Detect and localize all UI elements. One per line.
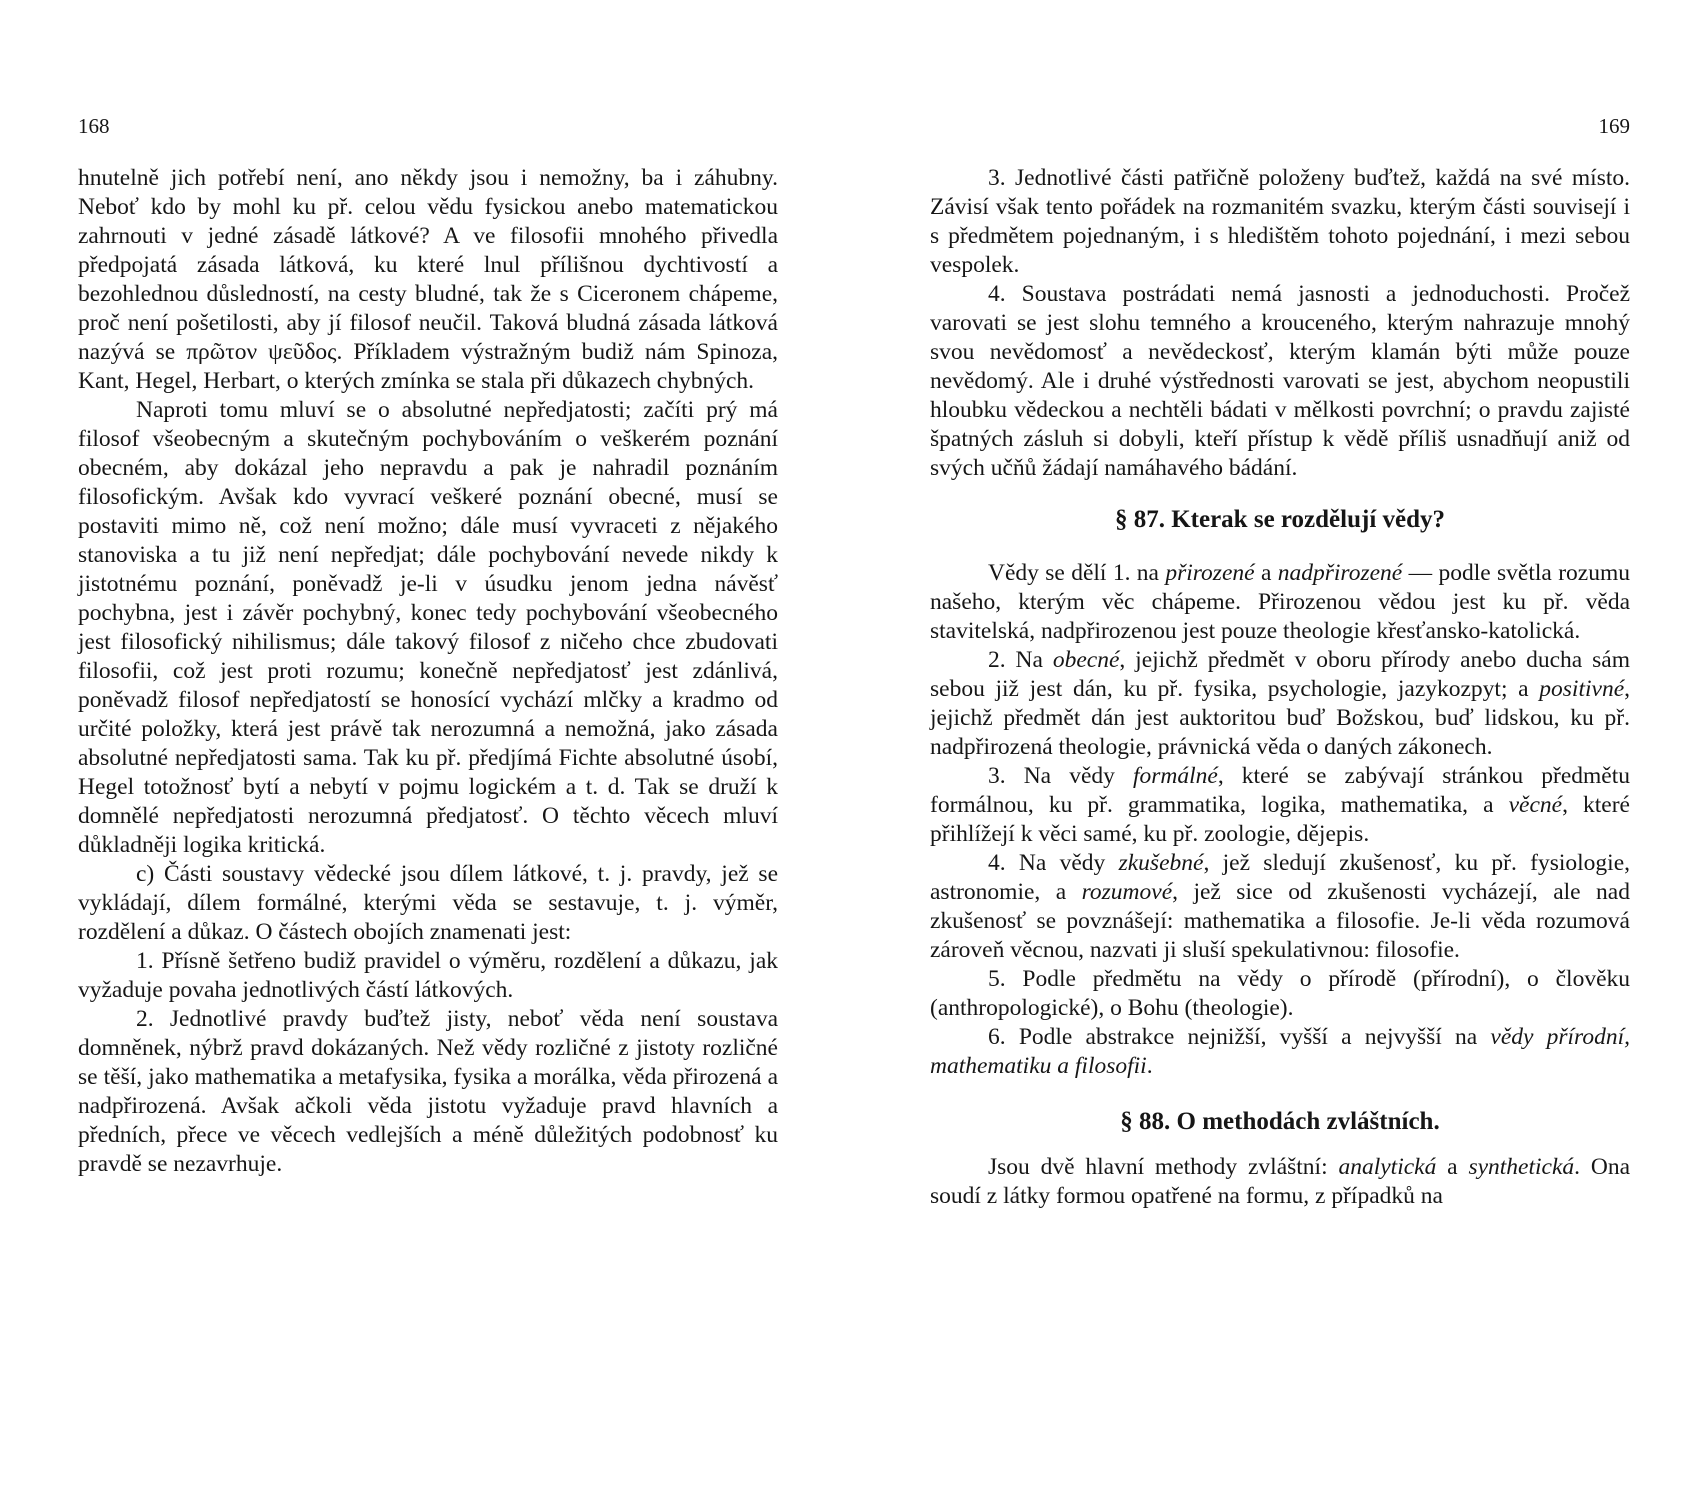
paragraph: 2. Jednotlivé pravdy buďtež jisty, neboť věda není soustava domněnek, nýbrž pravd dokázaných. Než vědy rozličné z jistoty rozličné se těší, jako mathematika a metafysika, fysika a morálka, věda přirozená a nadpřirozená. Avšak ačkoli věda jistotu vyžaduje pravd hlavních a předních, přece ve věcech vedlejších a méně důležitých podobnosť ku pravdě se nezavrhuje. <box>78 1006 778 1177</box>
paragraph: 6. Podle abstrakce nejnižší, vyšší a nejvyšší na vědy přírodní, mathematiku a filosofii. <box>930 1024 1630 1079</box>
paragraph: 3. Jednotlivé části patřičně položeny buďtež, každá na své místo. Závisí však tento pořádek na rozmanitém svazku, kterým části souvisejí i s předmětem pojednaným, i s hledištěm tohoto pojednání, i mezi sebou vespolek. <box>930 165 1630 278</box>
paragraph: hnutelně jich potřebí není, ano někdy jsou i nemožny, ba i záhubny. Neboť kdo by mohl ku př. celou vědu fysickou anebo matematickou zahrnouti v jedné zásadě látkové? A ve filosofii mnohého přivedla předpojatá zásada látková, ku které lnul přílišnou dychtivostí a bezohlednou důsledností, na cesty bludné, tak že s Ciceronem chápeme, proč není pošetilosti, aby jí filosof neučil. Taková bludná zásada látková nazývá se πρῶτον ψεῦδος. Příkladem výstražným budiž nám Spinoza, Kant, Hegel, Herbart, o kterých zmínka se stala při důkazech chybných. <box>78 165 778 394</box>
section-87-heading: § 87. Kterak se rozdělují vědy? <box>1114 506 1446 533</box>
right-page <box>930 0 1630 1500</box>
page-number-left: 168 <box>78 114 110 138</box>
paragraph: 4. Na vědy zkušebné, jež sledují zkušenosť, ku př. fysiologie, astronomie, a rozumové, jež sice od zkušenosti vycházejí, ale nad zkušenosť se povznášejí: mathematika a filosofie. Je-li věda rozumová zároveň věcnou, nazvati ji sluší spekulativnou: filosofie. <box>930 850 1630 963</box>
paragraph: Naproti tomu mluví se o absolutné nepředjatosti; začíti prý má filosof všeobecným a skutečným pochybováním o veškerém poznání obecném, aby dokázal jeho nepravdu a pak je nahradil poznáním filosofickým. Avšak kdo vyvrací veškeré poznání obecné, musí se postaviti mimo ně, což není možno; dále musí vyvraceti z nějakého stanoviska a tu již není nepředjat; dále pochybování nevede nikdy k jistotnému poznání, poněvadž je-li v úsudku jenom jedna návěsť pochybna, jest i závěr pochybný, konec tedy pochybování všeobecného jest filosofický nihilismus; dále takový filosof z ničeho chce zbudovati filosofii, což jest proti rozumu; konečně nepředjatosť jest zdánlivá, poněvadž filosof nepředjatostí se honosící vychází mlčky a kradmo od určité položky, která jest právě tak nerozumná a nemožná, jako zásada absolutné nepředjatosti sama. Tak ku př. předjímá Fichte absolutné úsobí, Hegel totožnosť bytí a nebytí v pojmu logickém a t. d. Tak se druží k domnělé nepředjatosti nerozumná předjatosť. O těchto věcech mluví důkladněji logika kritická. <box>78 397 778 858</box>
left-page <box>78 0 778 1500</box>
paragraph: c) Části soustavy vědecké jsou dílem látkové, t. j. pravdy, jež se vykládají, dílem formálné, kterými věda se sestavuje, t. j. výměr, rozdělení a důkaz. O částech obojích znamenati jest: <box>78 861 778 945</box>
left-page-body <box>78 164 778 1179</box>
paragraph: Jsou dvě hlavní methody zvláštní: analytická a synthetická. Ona soudí z látky formou opatřené na formu, z případků na <box>930 1154 1631 1209</box>
paragraph: 1. Přísně šetřeno budiž pravidel o výměru, rozdělení a důkazu, jak vyžaduje povaha jednotlivých částí látkových. <box>78 948 778 1003</box>
paragraph: 5. Podle předmětu na vědy o přírodě (přírodní), o člověku (anthropologické), o Bohu (theologie). <box>930 966 1630 1021</box>
paragraph: Vědy se dělí 1. na přirozené a nadpřirozené — podle světla rozumu našeho, kterým věc chápeme. Přirozenou vědou jest ku př. věda stavitelská, nadpřirozenou jest pouze theologie křesťansko-katolická. <box>930 560 1630 644</box>
paragraph: 3. Na vědy formálné, které se zabývají stránkou předmětu formálnou, ku př. grammatika, logika, mathematika, a věcné, které přihlížejí k věci samé, ku př. zoologie, dějepis. <box>930 763 1630 847</box>
page-number-right: 169 <box>1598 114 1630 138</box>
paragraph: 4. Soustava postrádati nemá jasnosti a jednoduchosti. Pročež varovati se jest slohu temného a krouceného, kterým nahrazuje mnohý svou nevědomosť a nevědeckosť, kterým klamán býti může pouze nevědomý. Ale i druhé výstřednosti varovati se jest, abychom neopustili hloubku vědeckou a nechtěli bádati v mělkosti povrchní; o pravdu zajisté špatných zásluh si dobyli, kteří přístup k vědě příliš usnadňují aniž od svých učňů žádají namáhavého bádání. <box>930 281 1630 481</box>
section-88-heading: § 88. O methodách zvláštních. <box>1120 1108 1440 1135</box>
paragraph: 2. Na obecné, jejichž předmět v oboru přírody anebo ducha sám sebou již jest dán, ku př. fysika, psychologie, jazykozpyt; a positivné, jejichž předmět dán jest auktoritou buď Božskou, buď lidskou, ku př. nadpřirozená theologie, právnická věda o daných zákonech. <box>930 647 1630 760</box>
right-page-body <box>930 164 1630 1211</box>
